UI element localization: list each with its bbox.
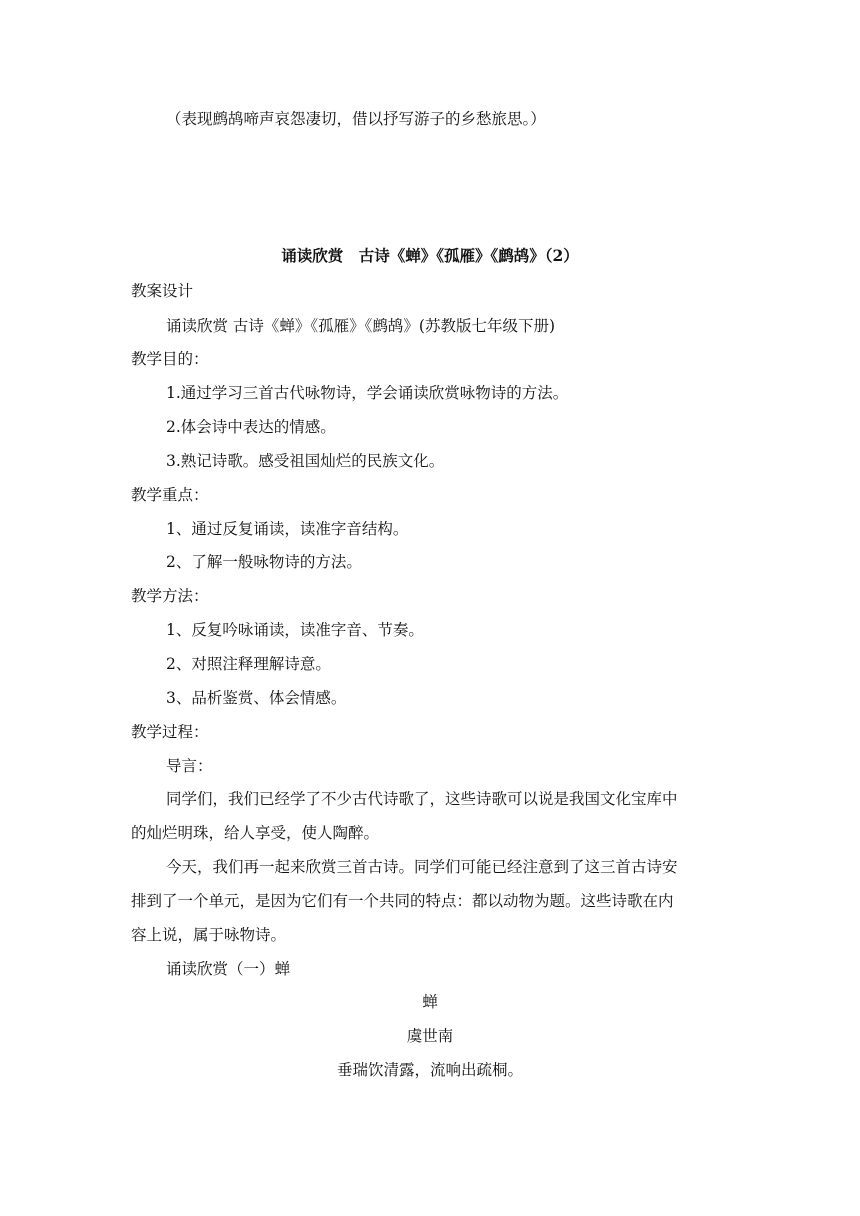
poem-line: 垂瑞饮清露，流响出疏桐。	[336, 1061, 523, 1079]
document-title: 诵读欣赏 古诗《蝉》《孤雁》《鹧鸪》（2）	[281, 246, 579, 265]
poem-title: 蝉	[422, 993, 438, 1011]
method-item: 3、品析鉴赏、体会情感。	[166, 689, 347, 707]
methods-label: 教学方法：	[131, 587, 209, 605]
paragraph-line: 今天，我们再一起来欣赏三首古诗。同学们可能已经注意到了这三首古诗安	[166, 858, 678, 876]
intro-label: 导言：	[166, 757, 213, 775]
course-line: 诵读欣赏 古诗《蝉》《孤雁》《鹧鸪》(苏教版七年级下册)	[166, 317, 556, 335]
objective-item: 2.体会诗中表达的情感。	[166, 418, 336, 436]
objective-item: 3.熟记诗歌。感受祖国灿烂的民族文化。	[166, 452, 445, 470]
key-point-item: 1、通过反复诵读，读准字音结构。	[166, 520, 409, 538]
method-item: 1、反复吟咏诵读，读准字音、节奏。	[166, 621, 424, 639]
key-point-item: 2、了解一般咏物诗的方法。	[166, 553, 362, 571]
section-heading: 诵读欣赏（一）蝉	[166, 960, 291, 978]
poem-author: 虞世南	[406, 1027, 454, 1045]
paragraph-line: 同学们，我们已经学了不少古代诗歌了，这些诗歌可以说是我国文化宝库中	[166, 790, 678, 808]
method-item: 2、对照注释理解诗意。	[166, 655, 331, 673]
paragraph-line: 的灿烂明珠，给人享受，使人陶醉。	[131, 824, 380, 842]
objective-item: 1.通过学习三首古代咏物诗，学会诵读欣赏咏物诗的方法。	[166, 384, 569, 402]
intro-note: （表现鹧鸪啼声哀怨凄切，借以抒写游子的乡愁旅思。）	[166, 110, 546, 128]
paragraph-line: 排到了一个单元，是因为它们有一个共同的特点：都以动物为题。这些诗歌在内	[131, 892, 674, 910]
subtitle: 教案设计	[131, 282, 194, 300]
key-points-label: 教学重点：	[131, 486, 209, 504]
process-label: 教学过程：	[131, 723, 209, 741]
paragraph-line: 容上说，属于咏物诗。	[131, 926, 287, 944]
objectives-label: 教学目的：	[131, 350, 209, 368]
